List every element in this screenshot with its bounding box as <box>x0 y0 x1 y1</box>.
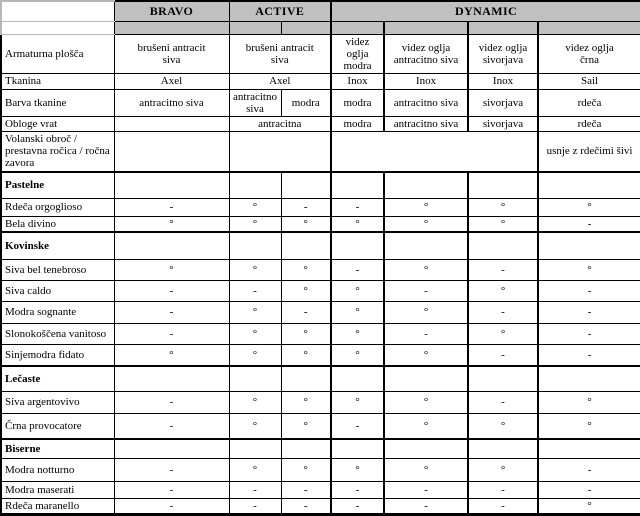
availability-cell: ° <box>281 344 331 366</box>
spec-row-steering-wheel <box>1 131 640 172</box>
subcolumn-cell <box>538 21 640 34</box>
color-name: Bela divino <box>1 216 114 232</box>
availability-cell: ° <box>229 216 281 232</box>
availability-cell: - <box>229 280 281 301</box>
spec-value: antracitno siva <box>229 89 281 116</box>
corner-cell <box>1 1 114 21</box>
spec-value: antracitna <box>229 116 331 131</box>
color-name: Sinjemodra fidato <box>1 344 114 366</box>
availability-cell: - <box>114 323 229 344</box>
availability-cell: ° <box>281 259 331 280</box>
spec-value <box>114 131 229 172</box>
availability-cell: ° <box>114 344 229 366</box>
column-header-active: ACTIVE <box>229 1 331 21</box>
spec-value: sivorjava <box>468 116 538 131</box>
availability-cell: ° <box>229 458 281 481</box>
section-header-pastelne <box>1 172 640 198</box>
availability-cell: ° <box>384 216 468 232</box>
availability-cell: - <box>114 458 229 481</box>
spec-value: usnje z rdečimi šivi <box>538 131 640 172</box>
color-row <box>1 198 640 216</box>
availability-cell: ° <box>331 344 384 366</box>
availability-cell: ° <box>468 323 538 344</box>
availability-cell: - <box>229 498 281 514</box>
spec-value: brušeni antracit siva <box>229 34 331 73</box>
availability-cell: ° <box>468 280 538 301</box>
availability-cell: ° <box>281 458 331 481</box>
availability-cell: ° <box>384 458 468 481</box>
spec-value: modra <box>331 89 384 116</box>
spec-value <box>229 131 331 172</box>
spec-row-fabric-color <box>1 89 640 116</box>
availability-cell: - <box>114 280 229 301</box>
availability-cell: - <box>331 259 384 280</box>
availability-cell: - <box>281 301 331 323</box>
spec-value: videz oglja modra <box>331 34 384 73</box>
spec-row-door-panels <box>1 116 640 131</box>
color-row <box>1 481 640 498</box>
availability-cell: - <box>114 413 229 439</box>
section-title: Biserne <box>1 439 114 458</box>
availability-cell: - <box>468 344 538 366</box>
spec-value: Sail <box>538 73 640 89</box>
color-row <box>1 498 640 514</box>
spec-value: Axel <box>114 73 229 89</box>
spec-label: Volanski obroč / prestavna ročica / ročna zavora <box>1 131 114 172</box>
spec-value: antracitno siva <box>384 116 468 131</box>
availability-cell: - <box>281 481 331 498</box>
color-row <box>1 323 640 344</box>
color-row <box>1 458 640 481</box>
availability-cell: - <box>281 498 331 514</box>
availability-cell: - <box>538 216 640 232</box>
availability-cell: - <box>114 198 229 216</box>
availability-cell: ° <box>229 301 281 323</box>
spec-label: Armaturna plošča <box>1 34 114 73</box>
color-row <box>1 391 640 413</box>
availability-cell: ° <box>538 391 640 413</box>
availability-cell: ° <box>229 344 281 366</box>
availability-cell: ° <box>384 391 468 413</box>
spec-value: antracitno siva <box>384 89 468 116</box>
color-row <box>1 259 640 280</box>
corner-cell <box>1 21 114 34</box>
spec-value: Inox <box>384 73 468 89</box>
availability-cell: ° <box>331 323 384 344</box>
color-name: Siva argentovivo <box>1 391 114 413</box>
availability-cell: - <box>281 198 331 216</box>
availability-cell: - <box>114 301 229 323</box>
availability-cell: ° <box>331 301 384 323</box>
availability-cell: ° <box>229 198 281 216</box>
availability-cell: - <box>468 301 538 323</box>
availability-cell: ° <box>538 498 640 514</box>
availability-cell: ° <box>384 259 468 280</box>
availability-cell: - <box>331 498 384 514</box>
availability-cell: ° <box>281 280 331 301</box>
section-title: Lečaste <box>1 366 114 391</box>
availability-cell: ° <box>331 216 384 232</box>
availability-cell: ° <box>384 198 468 216</box>
availability-cell: ° <box>384 344 468 366</box>
availability-cell: ° <box>229 259 281 280</box>
spec-value: antracitno siva <box>114 89 229 116</box>
subcolumn-cell <box>281 21 331 34</box>
section-header-biserne <box>1 439 640 458</box>
availability-cell: - <box>331 413 384 439</box>
availability-cell: - <box>468 481 538 498</box>
subcolumn-cell <box>331 21 384 34</box>
availability-cell: ° <box>538 198 640 216</box>
subcolumn-cell <box>114 21 229 34</box>
section-title: Pastelne <box>1 172 114 198</box>
availability-cell: - <box>384 498 468 514</box>
availability-cell: - <box>384 481 468 498</box>
spec-value <box>114 116 229 131</box>
spec-value: videz oglja antracitno siva <box>384 34 468 73</box>
section-header-kovinske <box>1 232 640 259</box>
availability-cell: ° <box>281 323 331 344</box>
availability-cell: ° <box>229 391 281 413</box>
availability-cell: ° <box>281 413 331 439</box>
color-name: Slonokoščena vanitoso <box>1 323 114 344</box>
color-name: Modra sognante <box>1 301 114 323</box>
section-header-lecaste <box>1 366 640 391</box>
availability-cell: ° <box>281 391 331 413</box>
spec-value: modra <box>331 116 384 131</box>
spec-value: videz oglja črna <box>538 34 640 73</box>
availability-cell: ° <box>384 301 468 323</box>
availability-cell: - <box>538 301 640 323</box>
availability-cell: - <box>331 481 384 498</box>
availability-cell: ° <box>468 198 538 216</box>
availability-cell: - <box>114 391 229 413</box>
availability-cell: - <box>331 198 384 216</box>
availability-cell: ° <box>468 413 538 439</box>
color-name: Modra notturno <box>1 458 114 481</box>
spec-row-dashboard <box>1 34 640 73</box>
availability-cell: ° <box>114 259 229 280</box>
availability-cell: - <box>538 323 640 344</box>
spec-value: Inox <box>331 73 384 89</box>
availability-cell: - <box>384 280 468 301</box>
availability-cell: - <box>114 498 229 514</box>
availability-cell: ° <box>331 280 384 301</box>
color-name: Črna provocatore <box>1 413 114 439</box>
availability-cell: ° <box>281 216 331 232</box>
availability-cell: - <box>468 498 538 514</box>
availability-cell: - <box>229 481 281 498</box>
subcolumn-cell <box>384 21 468 34</box>
availability-cell: - <box>384 323 468 344</box>
availability-cell: - <box>468 259 538 280</box>
color-name: Siva bel tenebroso <box>1 259 114 280</box>
availability-cell: - <box>538 344 640 366</box>
availability-cell: ° <box>114 216 229 232</box>
spec-value: rdeča <box>538 89 640 116</box>
color-name: Rdeča orgoglioso <box>1 198 114 216</box>
color-name: Modra maserati <box>1 481 114 498</box>
spec-value: Axel <box>229 73 331 89</box>
spec-value: modra <box>281 89 331 116</box>
color-row <box>1 344 640 366</box>
availability-cell: - <box>538 481 640 498</box>
availability-cell: ° <box>229 323 281 344</box>
color-row <box>1 280 640 301</box>
spec-value <box>331 131 538 172</box>
availability-cell: ° <box>468 216 538 232</box>
availability-cell: ° <box>384 413 468 439</box>
spec-value: rdeča <box>538 116 640 131</box>
availability-cell: - <box>538 458 640 481</box>
availability-cell: - <box>468 391 538 413</box>
spec-value: sivorjava <box>468 89 538 116</box>
color-row <box>1 301 640 323</box>
spec-value: videz oglja sivorjava <box>468 34 538 73</box>
color-row <box>1 413 640 439</box>
availability-cell: ° <box>468 458 538 481</box>
spec-value: brušeni antracit siva <box>114 34 229 73</box>
availability-cell: ° <box>538 413 640 439</box>
subcolumn-cell <box>229 21 281 34</box>
availability-cell: - <box>114 481 229 498</box>
color-row <box>1 216 640 232</box>
spec-label: Tkanina <box>1 73 114 89</box>
availability-cell: ° <box>331 391 384 413</box>
column-header-dynamic: DYNAMIC <box>331 1 640 21</box>
availability-cell: ° <box>538 259 640 280</box>
model-header-row <box>1 1 640 21</box>
availability-cell: ° <box>331 458 384 481</box>
spec-value: Inox <box>468 73 538 89</box>
subcolumn-cell <box>468 21 538 34</box>
column-header-bravo: BRAVO <box>114 1 229 21</box>
availability-cell: - <box>538 280 640 301</box>
availability-cell: ° <box>229 413 281 439</box>
color-name: Rdeča maranello <box>1 498 114 514</box>
spec-label: Barva tkanine <box>1 89 114 116</box>
subcolumn-row <box>1 21 640 34</box>
spec-row-fabric <box>1 73 640 89</box>
spec-label: Obloge vrat <box>1 116 114 131</box>
section-title: Kovinske <box>1 232 114 259</box>
color-name: Siva caldo <box>1 280 114 301</box>
